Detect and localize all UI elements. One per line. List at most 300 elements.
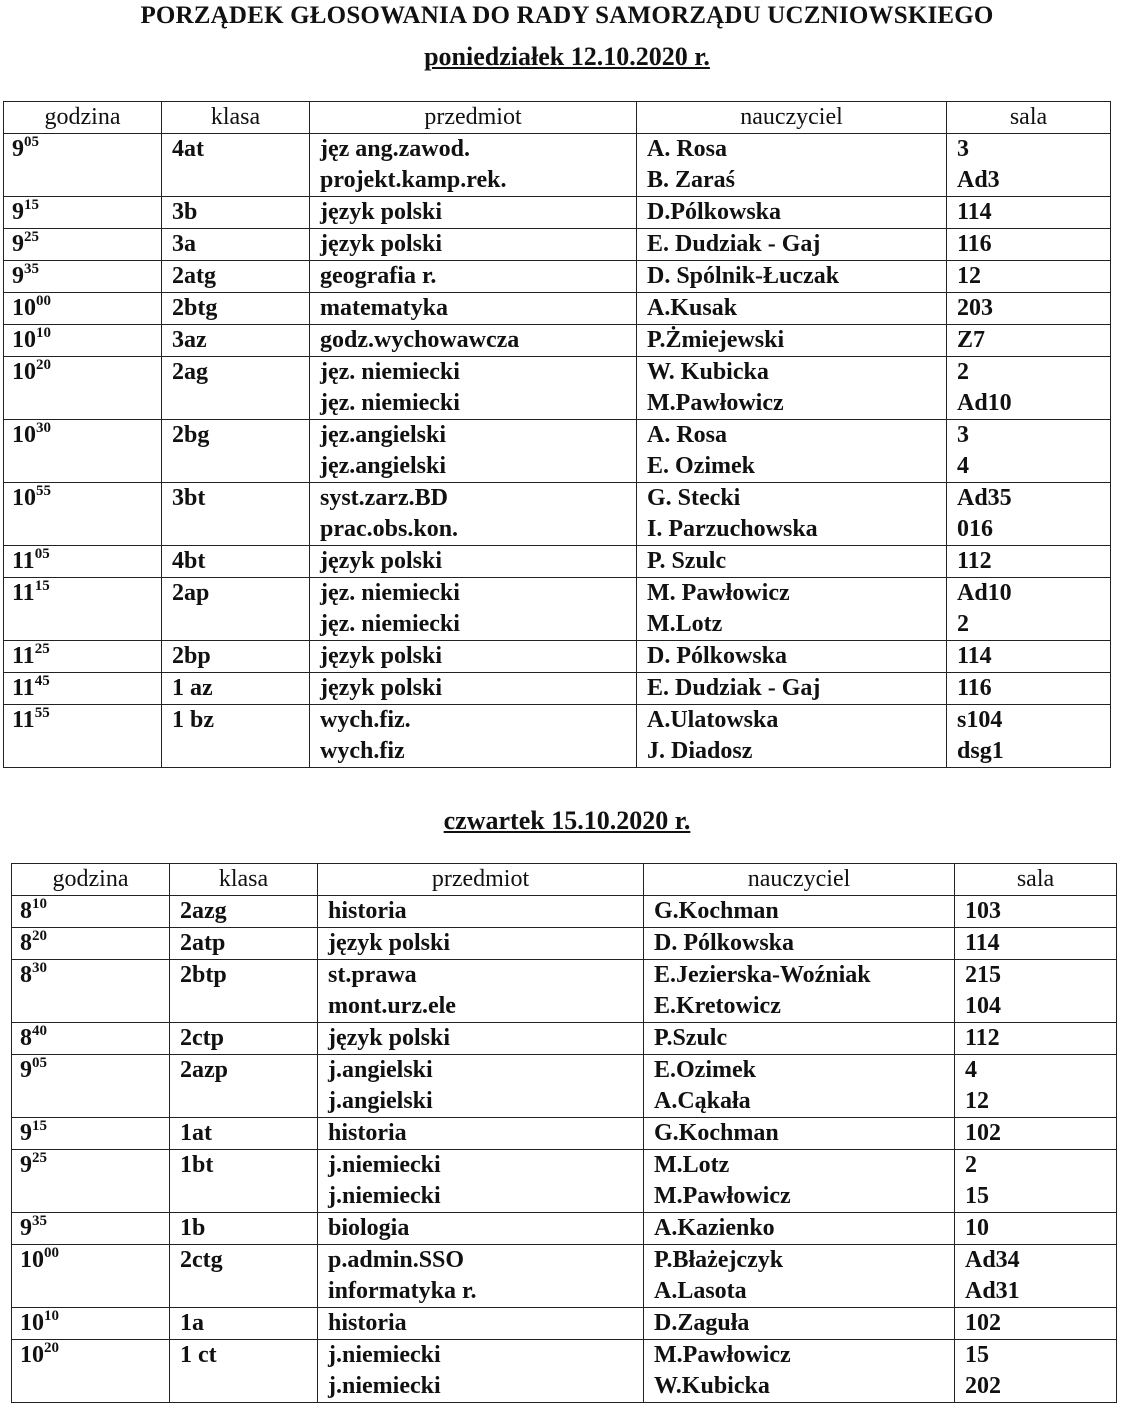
sala-line: 12 [965,1088,989,1114]
cell-godzina [4,293,162,325]
przedmiot-line: syst.zarz.BD [320,485,448,511]
sala-line: 114 [957,199,992,225]
minute-value: 25 [24,229,39,245]
header-sala: sala [947,102,1111,134]
cell-klasa: 3bt [162,483,310,546]
minute-value: 15 [24,197,39,213]
cell-sala [947,293,1111,325]
day-heading-monday: poniedziałek 12.10.2020 r. [424,42,710,71]
minute-value: 05 [32,1055,47,1071]
nauczyciel-line: P.Żmiejewski [647,327,785,353]
cell-nauczyciel [637,357,947,420]
hour-value: 9 [12,136,24,162]
minute-value: 05 [34,546,50,562]
nauczyciel-line: E.Kretowicz [654,993,781,1019]
cell-godzina [4,357,162,420]
przedmiot-line: jęz. niemiecki [320,359,460,385]
nauczyciel-line: M.Pawłowicz [654,1183,791,1209]
sala-line: 215 [965,962,1001,988]
cell-godzina [4,705,162,768]
header-przedmiot: przedmiot [318,864,644,896]
przedmiot-line: historia [328,1310,407,1336]
nauczyciel-line: E. Dudziak - Gaj [647,675,821,701]
nauczyciel-line: D. Pólkowska [647,643,788,669]
minute-value: 45 [34,673,50,689]
nauczyciel-line: M.Lotz [647,611,723,637]
przedmiot-line: język polski [320,675,443,701]
sala-line: 116 [957,231,992,257]
cell-sala [947,673,1111,705]
nauczyciel-line: W.Kubicka [654,1373,770,1399]
przedmiot-line: wych.fiz [320,738,405,764]
cell-sala [955,1150,1117,1213]
cell-klasa: 2azp [170,1055,318,1118]
hour-value: 9 [12,263,24,289]
cell-sala [947,483,1111,546]
cell-przedmiot [318,960,644,1023]
cell-przedmiot [310,641,637,673]
cell-przedmiot [318,1245,644,1308]
cell-nauczyciel [637,420,947,483]
hour-value: 9 [12,231,24,257]
cell-nauczyciel [637,134,947,197]
cell-klasa: 2ag [162,357,310,420]
cell-godzina [12,1118,170,1150]
przedmiot-line: język polski [328,1025,451,1051]
sala-line: 2 [965,1152,977,1178]
cell-godzina [12,960,170,1023]
cell-nauczyciel [644,1245,955,1308]
cell-sala [955,896,1117,928]
minute-value: 00 [44,1245,59,1261]
hour-value: 10 [12,359,36,385]
table-row [12,1245,1117,1308]
sala-line: 15 [965,1342,989,1368]
cell-sala [947,641,1111,673]
nauczyciel-line: A. Rosa [647,422,728,448]
table-row [12,1150,1117,1213]
przedmiot-line: jęz. niemiecki [320,580,460,606]
nauczyciel-line: B. Zaraś [647,167,736,193]
table-row [12,1308,1117,1340]
hour-value: 8 [20,962,32,988]
table-row [12,1118,1117,1150]
nauczyciel-line: A.Kusak [647,295,738,321]
table-row [12,1023,1117,1055]
table-row [12,1340,1117,1403]
minute-value: 55 [34,705,50,721]
przedmiot-line: historia [328,1120,407,1146]
cell-nauczyciel [644,1340,955,1403]
hour-value: 9 [20,1057,32,1083]
cell-nauczyciel [637,197,947,229]
hour-value: 11 [12,643,35,669]
sala-line: dsg1 [957,738,1004,764]
hour-value: 11 [12,707,35,733]
cell-przedmiot [310,578,637,641]
nauczyciel-line: D.Zaguła [654,1310,750,1336]
header-sala: sala [955,864,1117,896]
cell-przedmiot [318,1340,644,1403]
cell-nauczyciel [637,483,947,546]
cell-nauczyciel [644,960,955,1023]
cell-przedmiot [318,896,644,928]
header-godzina: godzina [12,864,170,896]
cell-klasa: 2ap [162,578,310,641]
table-row [12,1213,1117,1245]
cell-przedmiot [318,1023,644,1055]
przedmiot-line: jęz.angielski [320,453,446,479]
sala-line: Z7 [957,327,986,353]
cell-nauczyciel [637,546,947,578]
minute-value: 15 [32,1118,47,1134]
cell-sala [955,1023,1117,1055]
cell-sala [947,197,1111,229]
minute-value: 40 [32,1023,47,1039]
nauczyciel-line: G.Kochman [654,1120,779,1146]
sala-line: Ad3 [957,167,1000,193]
minute-value: 35 [32,1213,47,1229]
schedule-body-thursday [12,896,1117,1403]
cell-przedmiot [310,261,637,293]
hour-value: 8 [20,930,32,956]
cell-godzina [4,197,162,229]
cell-godzina [12,1245,170,1308]
table-row [4,705,1111,768]
cell-przedmiot [318,1055,644,1118]
cell-klasa: 4at [162,134,310,197]
hour-value: 10 [12,295,36,321]
cell-przedmiot [318,1150,644,1213]
cell-nauczyciel [644,1118,955,1150]
table-row [4,673,1111,705]
cell-przedmiot [310,197,637,229]
cell-klasa: 2azg [170,896,318,928]
table-header-row [12,864,1117,896]
table-row [12,1055,1117,1118]
hour-value: 9 [20,1215,32,1241]
sala-line: 116 [957,675,992,701]
cell-godzina [12,1340,170,1403]
header-klasa: klasa [170,864,318,896]
cell-sala [947,261,1111,293]
sala-line: 2 [957,359,969,385]
cell-przedmiot [310,420,637,483]
cell-godzina [4,578,162,641]
header-przedmiot: przedmiot [310,102,637,134]
cell-klasa: 2btg [162,293,310,325]
nauczyciel-line: M.Pawłowicz [647,390,784,416]
cell-godzina [4,641,162,673]
cell-klasa: 2bg [162,420,310,483]
cell-sala [955,1245,1117,1308]
cell-klasa: 1 az [162,673,310,705]
table-row [4,325,1111,357]
cell-sala [955,1340,1117,1403]
cell-nauczyciel [637,229,947,261]
przedmiot-line: j.niemiecki [328,1342,441,1368]
minute-value: 35 [24,261,39,277]
sala-line: 10 [965,1215,989,1241]
header-godzina: godzina [4,102,162,134]
przedmiot-line: jęz. niemiecki [320,390,460,416]
cell-godzina [4,420,162,483]
przedmiot-line: j.angielski [328,1088,433,1114]
cell-nauczyciel [644,1150,955,1213]
nauczyciel-line: P.Szulc [654,1025,728,1051]
nauczyciel-line: A.Lasota [654,1278,747,1304]
nauczyciel-line: D. Pólkowska [654,930,795,956]
schedule-table-thursday [11,863,1117,1403]
cell-przedmiot [310,134,637,197]
nauczyciel-line: E. Ozimek [647,453,755,479]
minute-value: 15 [34,578,50,594]
cell-godzina [12,1055,170,1118]
nauczyciel-line: M.Lotz [654,1152,730,1178]
nauczyciel-line: A.Cąkała [654,1088,751,1114]
cell-klasa: 3a [162,229,310,261]
sala-line: Ad34 [965,1247,1020,1273]
sala-line: 3 [957,136,969,162]
minute-value: 00 [36,293,51,309]
cell-sala [947,546,1111,578]
cell-klasa: 2ctg [170,1245,318,1308]
przedmiot-line: jęz.angielski [320,422,446,448]
cell-klasa: 1 ct [170,1340,318,1403]
nauczyciel-line: A.Ulatowska [647,707,779,733]
nauczyciel-line: D.Pólkowska [647,199,782,225]
minute-value: 30 [32,960,47,976]
hour-value: 10 [20,1310,44,1336]
cell-nauczyciel [644,928,955,960]
cell-klasa: 2ctp [170,1023,318,1055]
cell-nauczyciel [637,673,947,705]
cell-godzina [4,261,162,293]
przedmiot-line: język polski [320,199,443,225]
hour-value: 10 [20,1342,44,1368]
cell-nauczyciel [644,1055,955,1118]
hour-value: 10 [12,327,36,353]
cell-sala [955,928,1117,960]
minute-value: 20 [36,357,51,373]
cell-godzina [4,546,162,578]
minute-value: 25 [34,641,50,657]
cell-sala [947,325,1111,357]
cell-przedmiot [310,705,637,768]
przedmiot-line: st.prawa [328,962,417,988]
cell-klasa: 1at [170,1118,318,1150]
przedmiot-line: j.niemiecki [328,1152,441,1178]
nauczyciel-line: M. Pawłowicz [647,580,790,606]
cell-sala [955,1308,1117,1340]
cell-godzina [4,229,162,261]
minute-value: 30 [36,420,51,436]
nauczyciel-line: G.Kochman [654,898,779,924]
przedmiot-line: biologia [328,1215,410,1241]
przedmiot-line: język polski [320,643,443,669]
table-row [4,641,1111,673]
cell-godzina [12,1150,170,1213]
cell-godzina [12,928,170,960]
cell-godzina [12,1023,170,1055]
minute-value: 05 [24,134,39,150]
hour-value: 10 [20,1247,44,1273]
cell-klasa: 1a [170,1308,318,1340]
przedmiot-line: j.niemiecki [328,1373,441,1399]
hour-value: 11 [12,548,35,574]
table-row [4,483,1111,546]
sala-line: 15 [965,1183,989,1209]
cell-klasa: 4bt [162,546,310,578]
cell-godzina [12,1308,170,1340]
sala-line: 112 [957,548,992,574]
sala-line: 104 [965,993,1001,1019]
minute-value: 55 [36,483,51,499]
przedmiot-line: godz.wychowawcza [320,327,520,353]
cell-sala [947,229,1111,261]
table-row [4,578,1111,641]
cell-klasa: 2bp [162,641,310,673]
day-heading-thursday: czwartek 15.10.2020 r. [443,806,691,835]
cell-przedmiot [310,229,637,261]
przedmiot-line: język polski [320,548,443,574]
nauczyciel-line: G. Stecki [647,485,741,511]
przedmiot-line: mont.urz.ele [328,993,456,1019]
nauczyciel-line: P. Szulc [647,548,727,574]
sala-line: Ad10 [957,580,1012,606]
sala-line: Ad35 [957,485,1012,511]
cell-nauczyciel [637,578,947,641]
cell-sala [947,134,1111,197]
table-row [12,896,1117,928]
cell-przedmiot [318,1308,644,1340]
cell-przedmiot [318,1118,644,1150]
cell-godzina [4,673,162,705]
cell-przedmiot [310,673,637,705]
cell-klasa: 3b [162,197,310,229]
przedmiot-line: jęz. niemiecki [320,611,460,637]
przedmiot-line: historia [328,898,407,924]
cell-klasa: 2atg [162,261,310,293]
header-klasa: klasa [162,102,310,134]
sala-line: 102 [965,1310,1001,1336]
sala-line: 4 [957,453,969,479]
cell-nauczyciel [644,896,955,928]
document-title: PORZĄDEK GŁOSOWANIA DO RADY SAMORZĄDU UCZNIOWSKIEGO [140,2,994,29]
table-row [4,229,1111,261]
hour-value: 8 [20,898,32,924]
hour-value: 10 [12,422,36,448]
cell-sala [955,1055,1117,1118]
cell-nauczyciel [637,261,947,293]
table-row [4,261,1111,293]
cell-klasa: 1bt [170,1150,318,1213]
cell-przedmiot [310,357,637,420]
cell-klasa: 1 bz [162,705,310,768]
minute-value: 25 [32,1150,47,1166]
cell-godzina [4,134,162,197]
nauczyciel-line: A.Kazienko [654,1215,775,1241]
minute-value: 10 [44,1308,59,1324]
cell-przedmiot [318,1213,644,1245]
przedmiot-line: jęz ang.zawod. [320,136,470,162]
cell-klasa: 2btp [170,960,318,1023]
cell-nauczyciel [637,293,947,325]
cell-godzina [4,483,162,546]
sala-line: Ad10 [957,390,1012,416]
table-row [4,197,1111,229]
table-row [4,546,1111,578]
sala-line: 016 [957,516,993,542]
sala-line: 3 [957,422,969,448]
przedmiot-line: język polski [328,930,451,956]
sala-line: 114 [957,643,992,669]
cell-klasa: 3az [162,325,310,357]
sala-line: 202 [965,1373,1001,1399]
cell-nauczyciel [644,1023,955,1055]
minute-value: 10 [36,325,51,341]
przedmiot-line: prac.obs.kon. [320,516,459,542]
table-header-row [4,102,1111,134]
hour-value: 10 [12,485,36,511]
table-row [12,960,1117,1023]
hour-value: 9 [12,199,24,225]
cell-sala [947,420,1111,483]
sala-line: 114 [965,930,1000,956]
cell-klasa: 1b [170,1213,318,1245]
cell-nauczyciel [644,1308,955,1340]
table-row [4,293,1111,325]
przedmiot-line: informatyka r. [328,1278,477,1304]
sala-line: 2 [957,611,969,637]
cell-godzina [12,1213,170,1245]
nauczyciel-line: M.Pawłowicz [654,1342,791,1368]
nauczyciel-line: J. Diadosz [647,738,753,764]
przedmiot-line: wych.fiz. [320,707,411,733]
nauczyciel-line: A. Rosa [647,136,728,162]
hour-value: 11 [12,580,35,606]
sala-line: 4 [965,1057,977,1083]
cell-przedmiot [310,483,637,546]
header-nauczyciel: nauczyciel [637,102,947,134]
sala-line: s104 [957,707,1003,733]
cell-nauczyciel [637,325,947,357]
sala-line: Ad31 [965,1278,1020,1304]
przedmiot-line: j.niemiecki [328,1183,441,1209]
nauczyciel-line: E.Jezierska-Woźniak [654,962,871,988]
cell-przedmiot [310,325,637,357]
przedmiot-line: matematyka [320,295,448,321]
przedmiot-line: j.angielski [328,1057,433,1083]
hour-value: 9 [20,1120,32,1146]
cell-sala [955,1118,1117,1150]
table-row [4,420,1111,483]
hour-value: 9 [20,1152,32,1178]
nauczyciel-line: W. Kubicka [647,359,769,385]
cell-klasa: 2atp [170,928,318,960]
przedmiot-line: projekt.kamp.rek. [320,167,507,193]
przedmiot-line: geografia r. [320,263,437,289]
nauczyciel-line: I. Parzuchowska [647,516,818,542]
nauczyciel-line: P.Błażejczyk [654,1247,784,1273]
cell-sala [947,705,1111,768]
table-row [4,134,1111,197]
schedule-table-monday [3,101,1111,768]
table-row [4,357,1111,420]
minute-value: 20 [32,928,47,944]
sala-line: 112 [965,1025,1000,1051]
cell-przedmiot [318,928,644,960]
